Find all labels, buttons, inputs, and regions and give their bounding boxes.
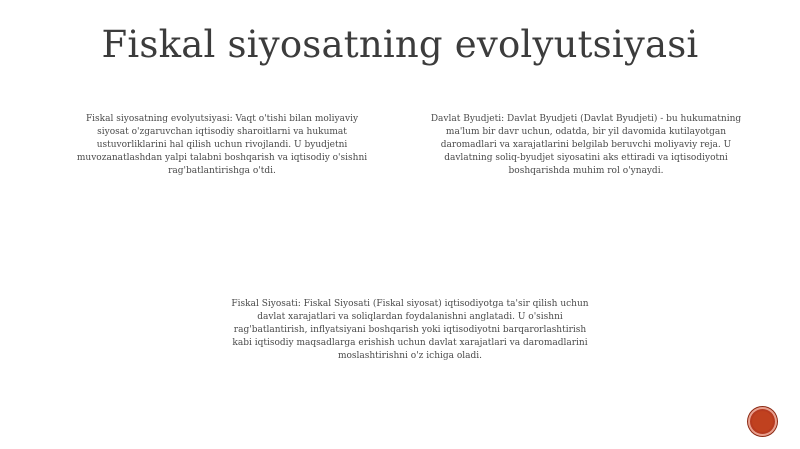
text-block-evolution: Fiskal siyosatning evolyutsiyasi: Vaqt o'tishi bilan moliyaviy siyosat o'zgaruvchan iqtisodiy sharoitlarni va hukumat ustuvorliklarini hal qilish uchun rivojlandi. U byudjetni muvozanatlashdan yalpi talabni boshqarish va iqtisodiy o'sishni rag'batlantirishga o'tdi. xyxy=(76,114,368,176)
next-slide-button[interactable] xyxy=(748,407,777,436)
text-block-state-budget: Davlat Byudjeti: Davlat Byudjeti (Davlat Byudjeti) - bu hukumatning ma'lum bir davr uchun, odatda, bir yil davomida kutilayotgan daromadlari va xarajatlarini belgilab beruvchi moliyaviy reja. U davlatning soliq-byudjet siyosatini aks ettiradi va iqtisodiyotni boshqarishda muhim rol o'ynaydi. xyxy=(430,114,742,176)
slide-title: Fiskal siyosatning evolyutsiyasi xyxy=(101,23,699,66)
circle-nav-icon xyxy=(752,411,773,432)
text-block-fiscal-policy: Fiskal Siyosati: Fiskal Siyosati (Fiskal siyosat) iqtisodiyotga ta'sir qilish uchun davlat xarajatlari va soliqlardan foydalanishni anglatadi. U o'sishni rag'batlantirish, inflyatsiyani boshqarish yoki iqtisodiyotni barqarorlashtirish kabi iqtisodiy maqsadlarga erishish uchun davlat xarajatlari va daromadlarini moslashtirishni o'z ichiga oladi. xyxy=(231,299,589,361)
